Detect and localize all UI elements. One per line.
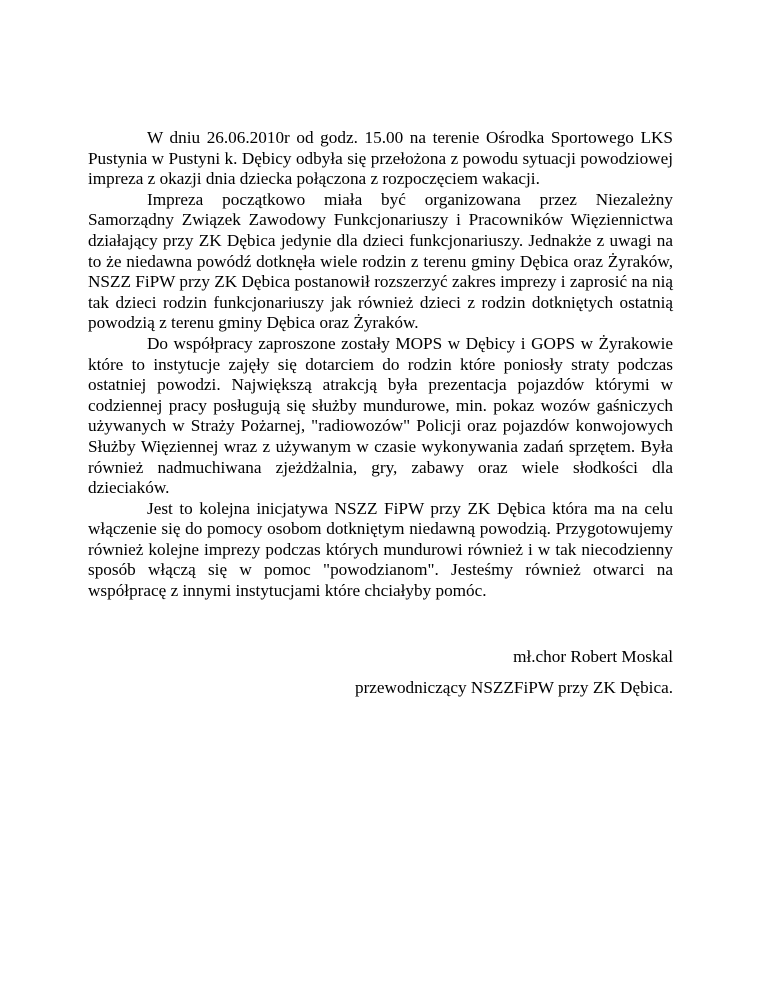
paragraph-cooperation: Do współpracy zaproszone zostały MOPS w Dębicy i GOPS w Żyrakowie które to instytucje zajęły się dotarciem do rodzin które poniosły straty podczas ostatniej powodzi. Największą atrakcją była prezentacja pojazdów którymi w codziennej pracy posługują się służby mundurowe, min. pokaz wozów gaśniczych używanych w Straży Pożarnej, "radiowozów" Policji oraz pojazdów konwojowych Służby Więziennej wraz z używanym w czasie wykonywania zadań sprzętem. Była również nadmuchiwana zjeżdżalnia, gry, zabawy oraz wiele słodkości dla dzieciaków.: [88, 333, 673, 498]
paragraph-organizers: Impreza początkowo miała być organizowana przez Niezależny Samorządny Związek Zawodowy Funkcjonariuszy i Pracowników Więziennictwa działający przy ZK Dębica jedynie dla dzieci funkcjonariuszy. Jednakże z uwagi na to że niedawna powódź dotknęła wiele rodzin z terenu gminy Dębica oraz Żyraków, NSZZ FiPW przy ZK Dębica postanowił rozszerzyć zakres imprezy i zaprosić na nią tak dzieci rodzin funkcjonariuszy jak również dzieci z rodzin dotkniętych ostatnią powodzią z terenu gminy Dębica oraz Żyraków.: [88, 189, 673, 333]
signature-name: mł.chor Robert Moskal: [513, 647, 673, 666]
document-body: [88, 128, 673, 602]
signature-title: przewodniczący NSZZFiPW przy ZK Dębica.: [354, 678, 673, 697]
paragraph-initiative: Jest to kolejna inicjatywa NSZZ FiPW przy ZK Dębica która ma na celu włączenie się do pomocy osobom dotkniętym niedawną powodzią. Przygotowujemy również kolejne imprezy podczas których mundurowi również i w tak niecodzienny sposób włączą się w pomoc "powodzianom". Jesteśmy również otwarci na współpracę z innymi instytucjami które chciałyby pomóc.: [88, 498, 673, 601]
signature-block: [355, 641, 673, 703]
paragraph-event-intro: W dniu 26.06.2010r od godz. 15.00 na terenie Ośrodka Sportowego LKS Pustynia w Pustyni k. Dębicy odbyła się przełożona z powodu sytuacji powodziowej impreza z okazji dnia dziecka połączona z rozpoczęciem wakacji.: [88, 128, 673, 189]
